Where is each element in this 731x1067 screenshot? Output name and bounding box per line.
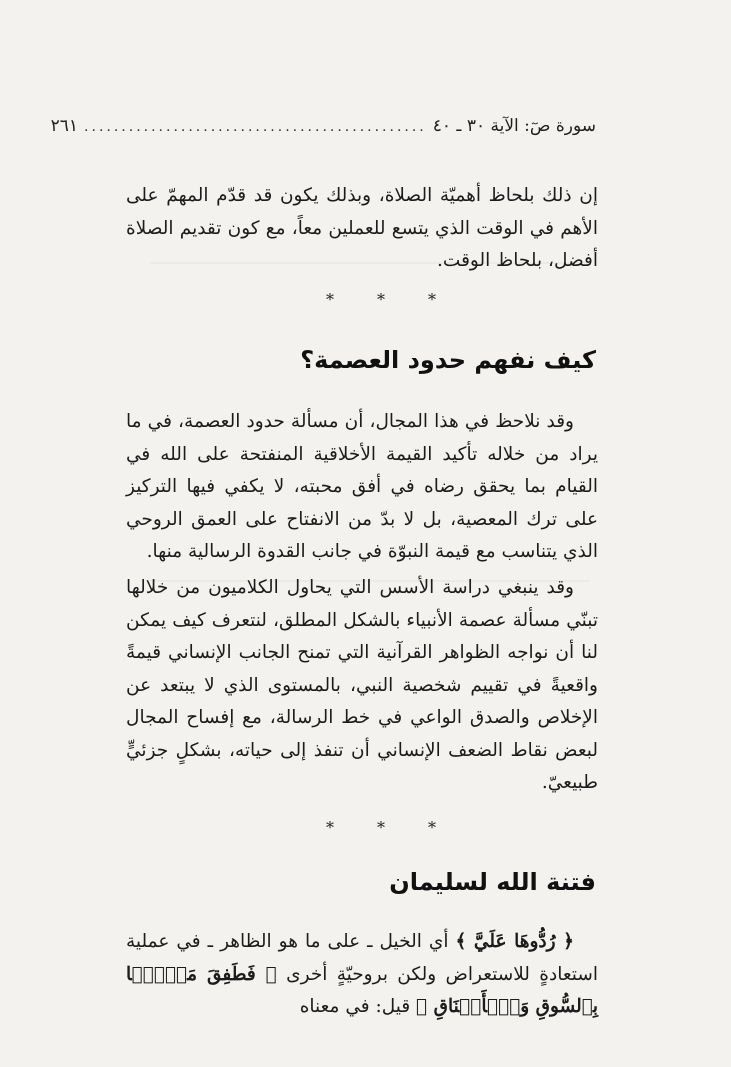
- header-dot-leader: ..............................................: [84, 119, 427, 135]
- separator-star: *: [428, 818, 436, 837]
- paragraph-3: وقد ينبغي دراسة الأسس التي يحاول الكلاميون من خلالها تبنّي مسألة عصمة الأنبياء بالشكل المطلق، لنتعرف كيف يمكن لنا أن نواجه الظواهر القرآنية التي تمنح الجانب الإنساني قيمةً واقعيةً في تقييم شخصية النبي، بالمستوى الذي لا يبتعد عن الإخلاص والصدق الواعي في خط الرسالة، مع إفساح المجال لبعض نقاط الضعف الإنساني أن تنفذ إلى حياته، بشكلٍ جزئيٍّ طبيعيّ.: [126, 577, 598, 793]
- quran-quote-1: ﴿ رُدُّوهَا عَلَيَّ ﴾: [455, 931, 574, 952]
- separator-star: *: [326, 290, 334, 309]
- section-heading-ismah: كيف نفهم حدود العصمة؟: [300, 346, 596, 374]
- paragraph-2: وقد نلاحظ في هذا المجال، أن مسألة حدود العصمة، في ما يراد من خلاله تأكيد القيمة الأخلاقية المنفتحة على الله في القيام بما يحقق رضاه في أفق محبته، لا يكفي فيها التركيز على ترك المعصية، بل لا بدّ من الانفتاح على العمق الروحي الذي يتناسب مع قيمة النبوّة في جانب القدوة الرسالية منها.: [126, 411, 598, 562]
- paragraph-4-text-2: قيل: في معناه: [299, 996, 417, 1017]
- separator-star: *: [326, 818, 334, 837]
- running-header: [50, 116, 596, 136]
- section-separator-2: [326, 818, 436, 837]
- paragraph-1: إن ذلك بلحاظ أهميّة الصلاة، وبذلك يكون قد قدّم المهمّ على الأهم في الوقت الذي يتسع للعملين معاً، مع كون تقديم الصلاة أفضل، بلحاظ الوقت.: [126, 185, 598, 271]
- separator-star: *: [377, 290, 385, 309]
- paragraph-4-text-1: أي الخيل ـ على ما هو الظاهر ـ في عملية استعادةٍ للاستعراض ولكن بروحيّةٍ أخرى: [126, 931, 598, 985]
- quran-quote-2: ﴿ فَطَفِقَ مَسۡحَۢا بِٱلسُّوقِ وَٱلۡأَعۡنَاقِ ﴾: [126, 963, 598, 1017]
- separator-star: *: [377, 818, 385, 837]
- separator-star: *: [428, 290, 436, 309]
- page-number: ٢٦١: [50, 116, 79, 136]
- sura-title: سورة صٓ: الآية ٣٠ ـ ٤٠: [432, 116, 596, 136]
- section-heading-sulayman: فتنة الله لسليمان: [389, 868, 596, 896]
- section-separator-1: [326, 290, 436, 309]
- paragraph-4: [126, 926, 598, 1024]
